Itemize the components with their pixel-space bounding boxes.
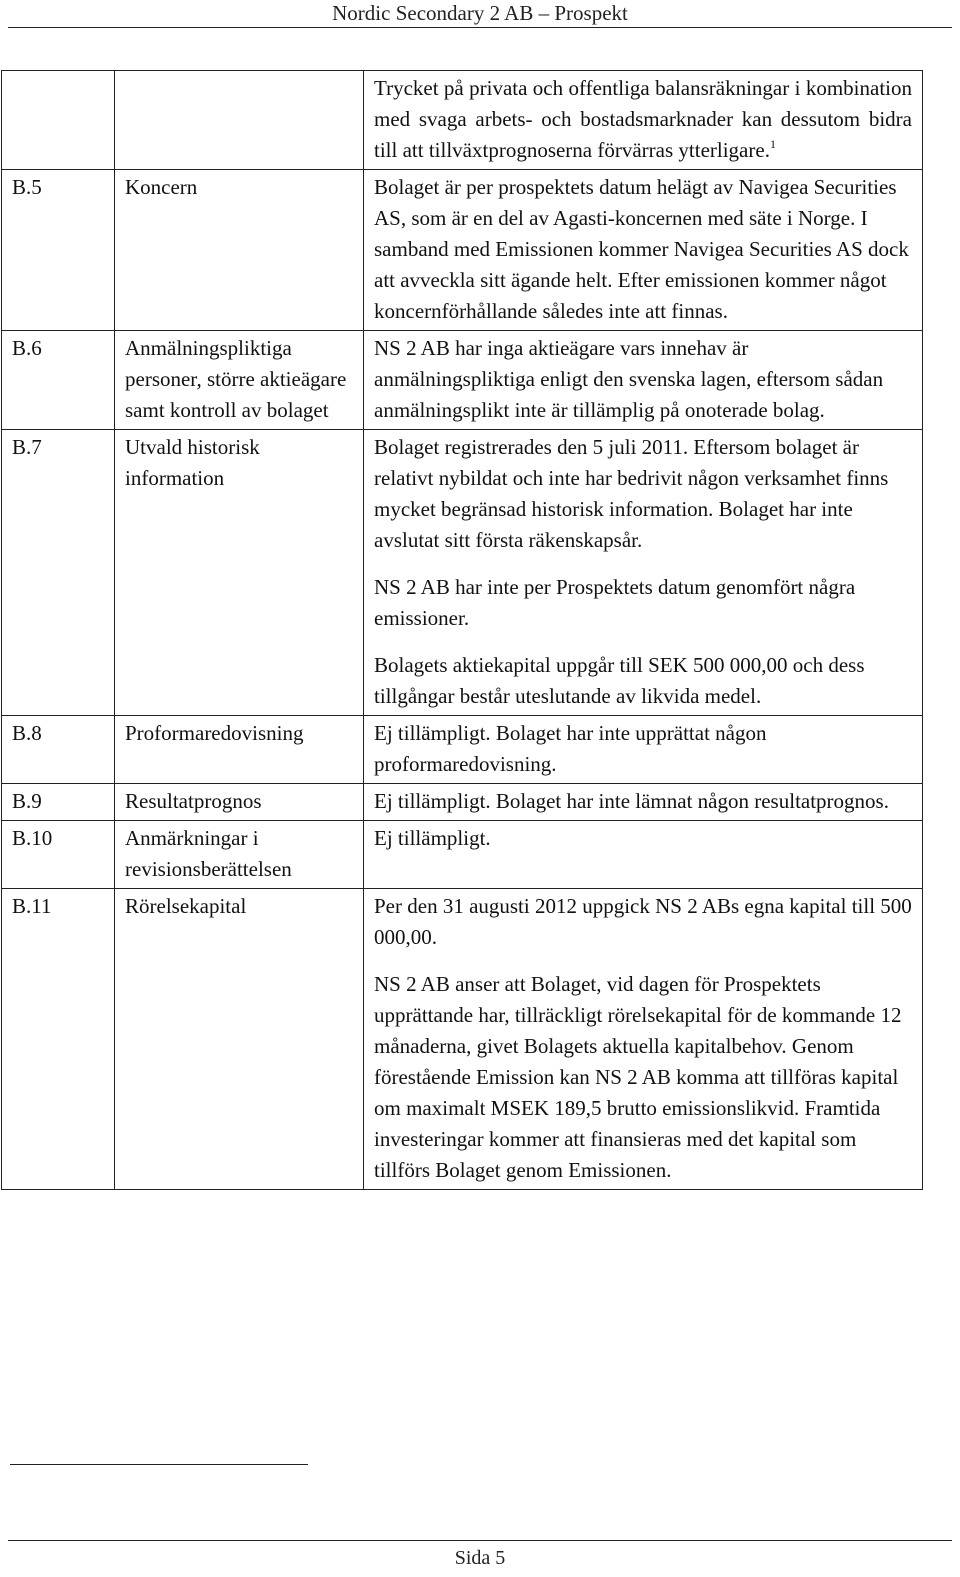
row-paragraph: Bolaget är per prospektets datum helägt av Navigea Securities AS, som är en del av Agasti-koncernen med säte i Norge. I samband med Emissionen kommer Navigea Securities AS dock att avveckla sitt ägande helt. Efter emissionen kommer något koncernförhållande således inte att finnas. [374, 175, 909, 323]
row-code: B.8 [2, 716, 115, 784]
row-paragraph [374, 73, 912, 166]
table-row [2, 889, 923, 1190]
row-paragraph: NS 2 AB anser att Bolaget, vid dagen för Prospektets upprättande har, tillräckligt rörelsekapital för de kommande 12 månaderna, givet Bolagets aktuella kapitalbehov. Genom förestående Emission kan NS 2 AB komma att tillföras kapital om maximalt MSEK 189,5 brutto emissionslikvid. Framtida investeringar kommer att finansieras med det kapital som tillförs Bolaget genom Emissionen. [374, 972, 902, 1182]
table-row [2, 430, 923, 716]
row-topic: Anmälningspliktiga personer, större aktieägare samt kontroll av bolaget [115, 331, 364, 430]
row-content [364, 889, 923, 1190]
table-row [2, 784, 923, 821]
row-paragraph: Ej tillämpligt. Bolaget har inte lämnat någon resultatprognos. [374, 789, 889, 813]
row-content [364, 716, 923, 784]
footnote-separator [10, 1464, 308, 1465]
row-code [2, 71, 115, 170]
row-paragraph: Bolaget registrerades den 5 juli 2011. Eftersom bolaget är relativt nybildat och inte har bedrivit någon verksamhet finns mycket begränsad historisk information. Bolaget har inte avslutat sitt första räkenskapsår. [374, 435, 889, 552]
row-code: B.7 [2, 430, 115, 716]
paragraph-text: Trycket på privata och offentliga balansräkningar i kombination med svaga arbets- och bostadsmarknader kan dessutom bidra till att tillväxtprognoserna förvärras ytterligare. [374, 76, 912, 162]
row-paragraph: Ej tillämpligt. [374, 826, 491, 850]
row-code: B.5 [2, 170, 115, 331]
row-paragraph: NS 2 AB har inga aktieägare vars innehav är anmälningspliktiga enligt den svenska lagen, eftersom sådan anmälningsplikt inte är tillämplig på onoterade bolag. [374, 336, 884, 422]
row-code: B.11 [2, 889, 115, 1190]
footer-divider [8, 1540, 952, 1541]
row-paragraph: Per den 31 augusti 2012 uppgick NS 2 ABs egna kapital till 500 000,00. [374, 894, 912, 949]
row-topic: Resultatprognos [115, 784, 364, 821]
row-content [364, 331, 923, 430]
row-paragraph: Bolagets aktiekapital uppgår till SEK 500 000,00 och dess tillgångar består uteslutande av likvida medel. [374, 653, 865, 708]
table-row [2, 716, 923, 784]
row-code: B.6 [2, 331, 115, 430]
header-divider [8, 27, 952, 28]
row-topic: Anmärkningar i revisionsberättelsen [115, 821, 364, 889]
row-topic: Rörelsekapital [115, 889, 364, 1190]
row-content [364, 170, 923, 331]
document-title: Nordic Secondary 2 AB – Prospekt [332, 1, 628, 25]
footnote-reference: 1 [769, 137, 776, 151]
page-header [0, 0, 960, 28]
table-row [2, 331, 923, 430]
row-content [364, 821, 923, 889]
row-topic: Koncern [115, 170, 364, 331]
summary-table [1, 70, 923, 1190]
table-row [2, 71, 923, 170]
table-row [2, 170, 923, 331]
row-topic: Proformaredovisning [115, 716, 364, 784]
row-code: B.9 [2, 784, 115, 821]
row-paragraph: NS 2 AB har inte per Prospektets datum genomfört några emissioner. [374, 575, 856, 630]
row-code: B.10 [2, 821, 115, 889]
page-footer [0, 1545, 960, 1571]
table-row [2, 821, 923, 889]
row-paragraph: Ej tillämpligt. Bolaget har inte upprättat någon proformaredovisning. [374, 721, 767, 776]
row-content [364, 71, 923, 170]
row-topic [115, 71, 364, 170]
page-number: Sida 5 [454, 1547, 506, 1569]
row-topic: Utvald historisk information [115, 430, 364, 716]
row-content [364, 784, 923, 821]
row-content [364, 430, 923, 716]
